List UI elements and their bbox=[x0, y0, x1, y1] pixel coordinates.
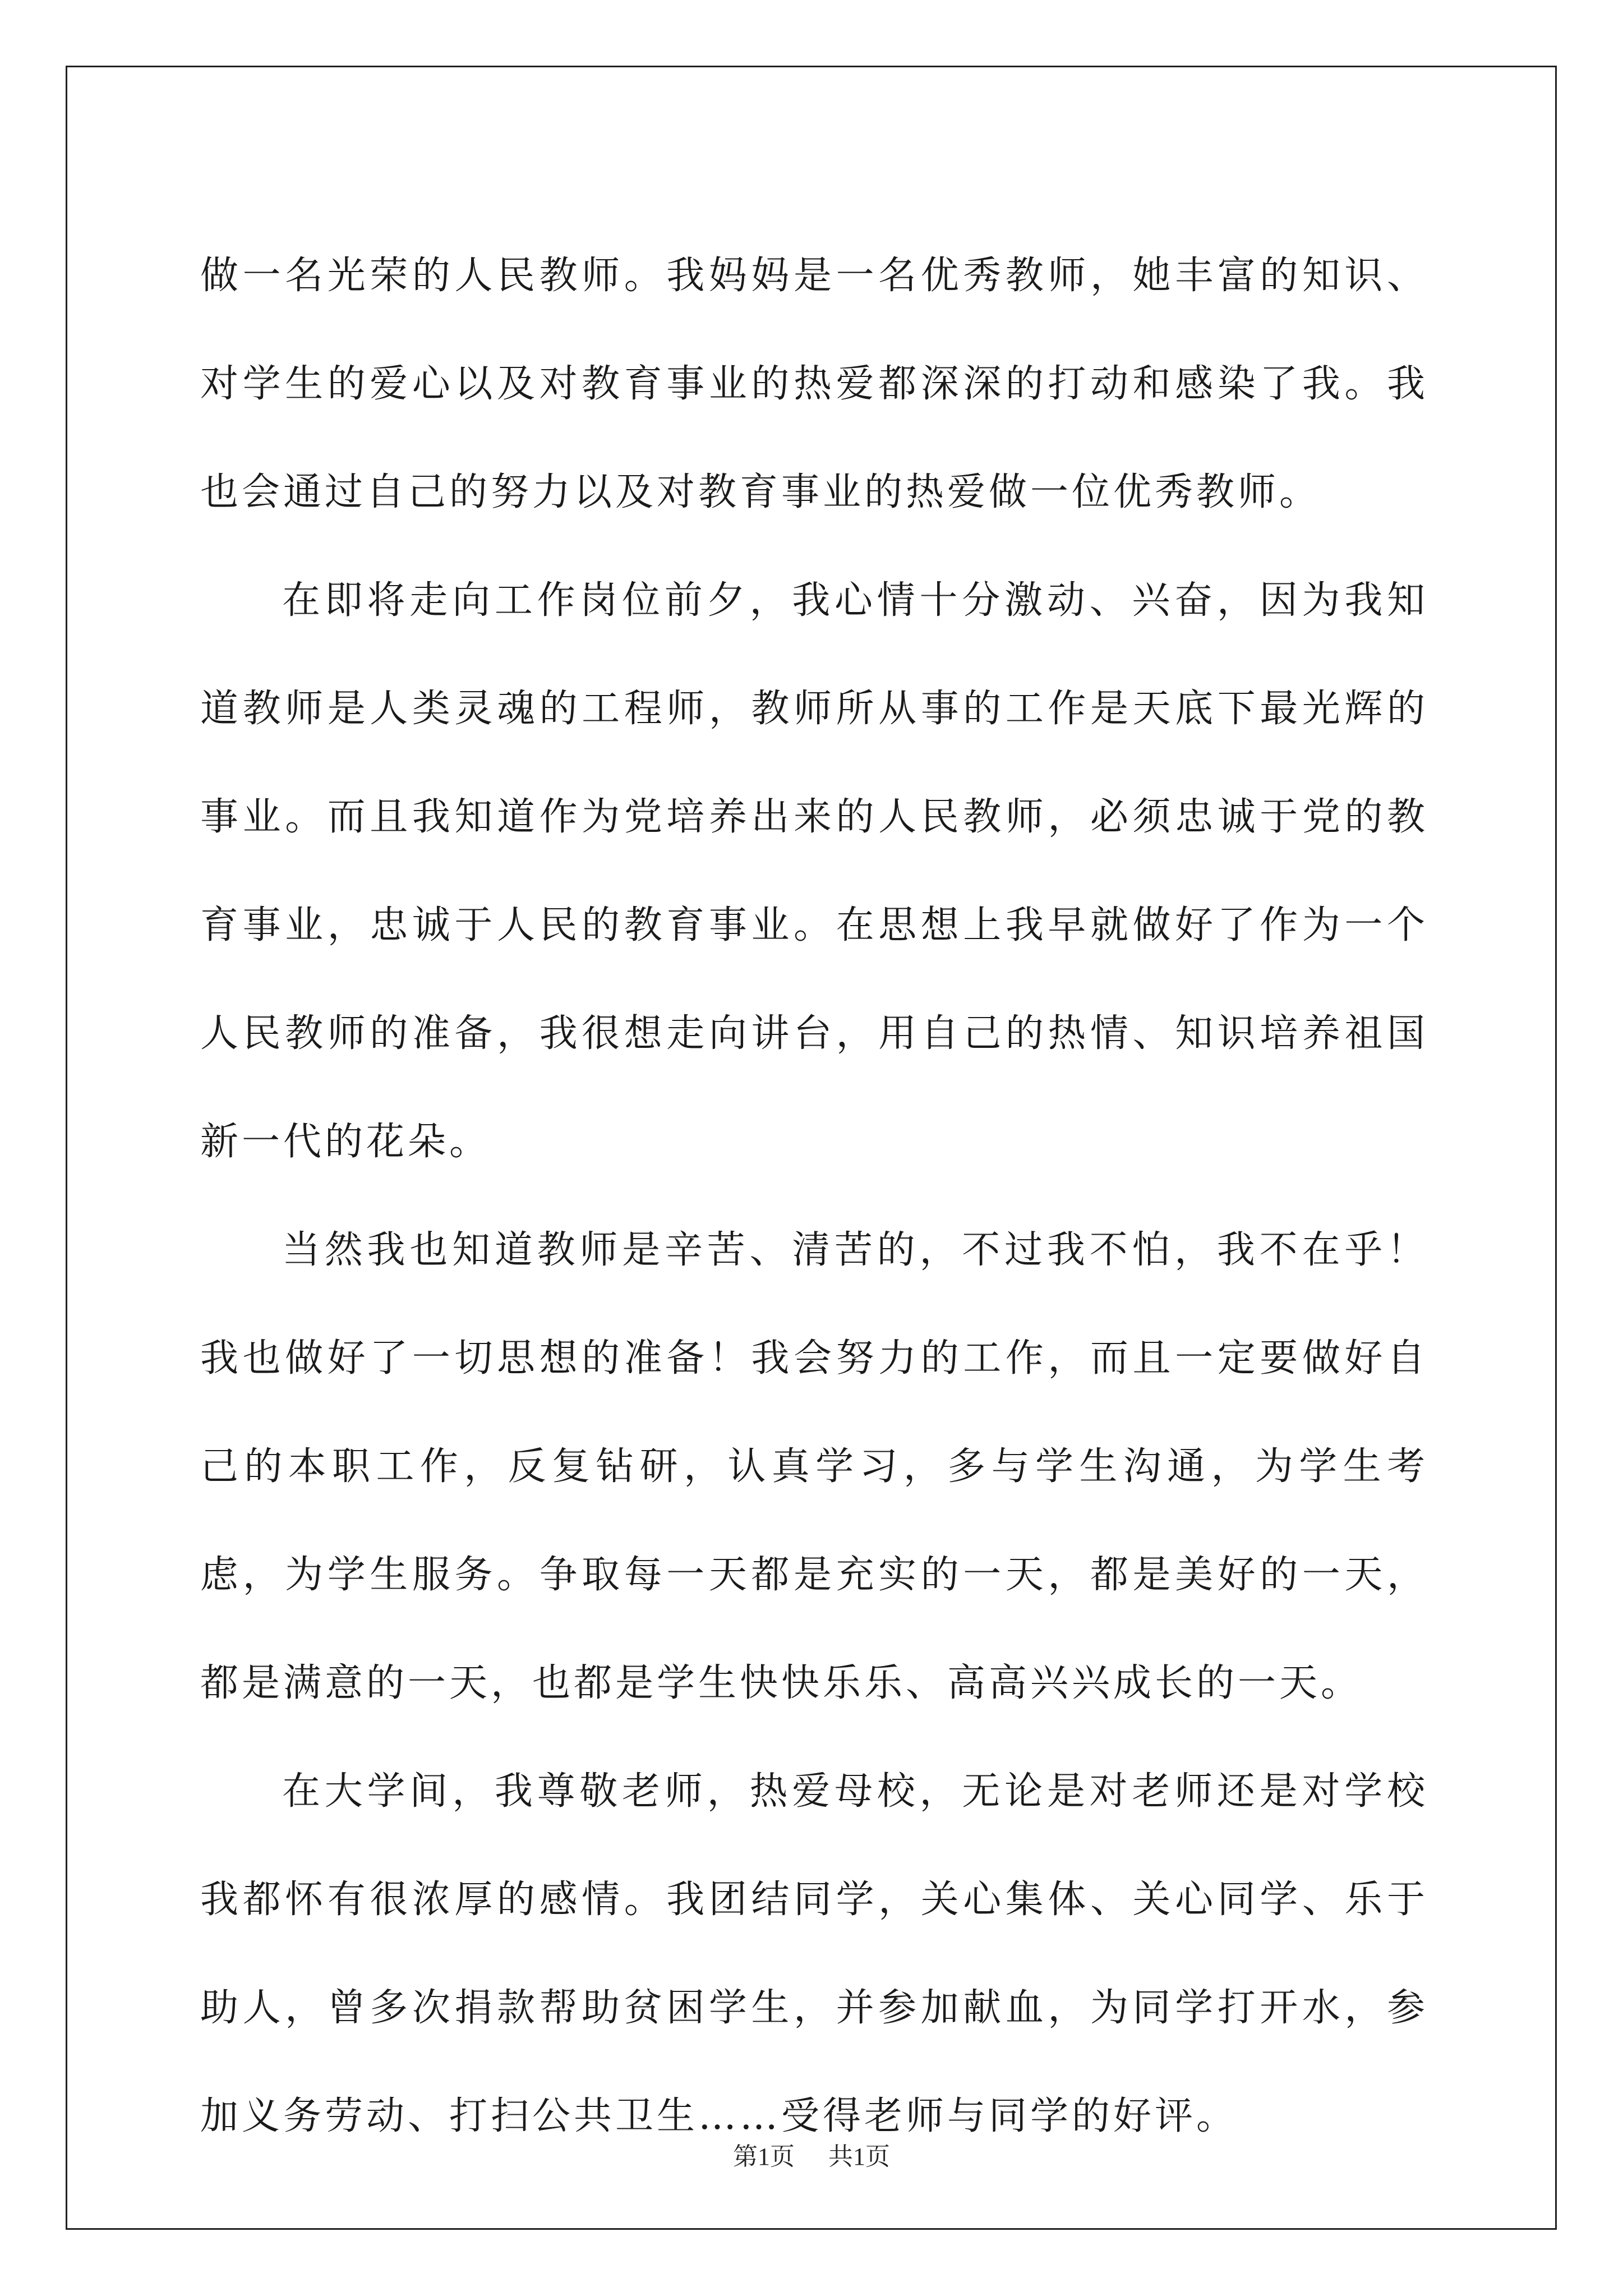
page-total: 共1页 bbox=[828, 2143, 890, 2170]
document-body bbox=[200, 222, 1428, 2170]
paragraph-1: 做一名光荣的人民教师。我妈妈是一名优秀教师，她丰富的知识、对学生的爱心以及对教育事业的热爱都深深的打动和感染了我。我也会通过自己的努力以及对教育事业的热爱做一位优秀教师。 bbox=[200, 254, 1428, 514]
paragraph-3: 当然我也知道教师是辛苦、清苦的，不过我不怕，我不在乎！我也做好了一切思想的准备！我会努力的工作，而且一定要做好自己的本职工作，反复钻研，认真学习，多与学生沟通，为学生考虑，为学生服务。争取每一天都是充实的一天，都是美好的一天，都是满意的一天，也都是学生快快乐乐、高高兴兴成长的一天。 bbox=[200, 1228, 1428, 1705]
paragraph-2: 在即将走向工作岗位前夕，我心情十分激动、兴奋，因为我知道教师是人类灵魂的工程师，教师所从事的工作是天底下最光辉的事业。而且我知道作为党培养出来的人民教师，必须忠诚于党的教育事业，忠诚于人民的教育事业。在思想上我早就做好了作为一个人民教师的准备，我很想走向讲台，用自己的热情、知识培养祖国新一代的花朵。 bbox=[200, 578, 1428, 1164]
page-number: 第1页 bbox=[733, 2143, 795, 2170]
page-footer bbox=[0, 2140, 1623, 2174]
paragraph-4: 在大学间，我尊敬老师，热爱母校，无论是对老师还是对学校我都怀有很浓厚的感情。我团结同学，关心集体、关心同学、乐于助人，曾多次捐款帮助贫困学生，并参加献血，为同学打开水，参加义务劳动、打扫公共卫生……受得老师与同学的好评。 bbox=[200, 1769, 1428, 2138]
